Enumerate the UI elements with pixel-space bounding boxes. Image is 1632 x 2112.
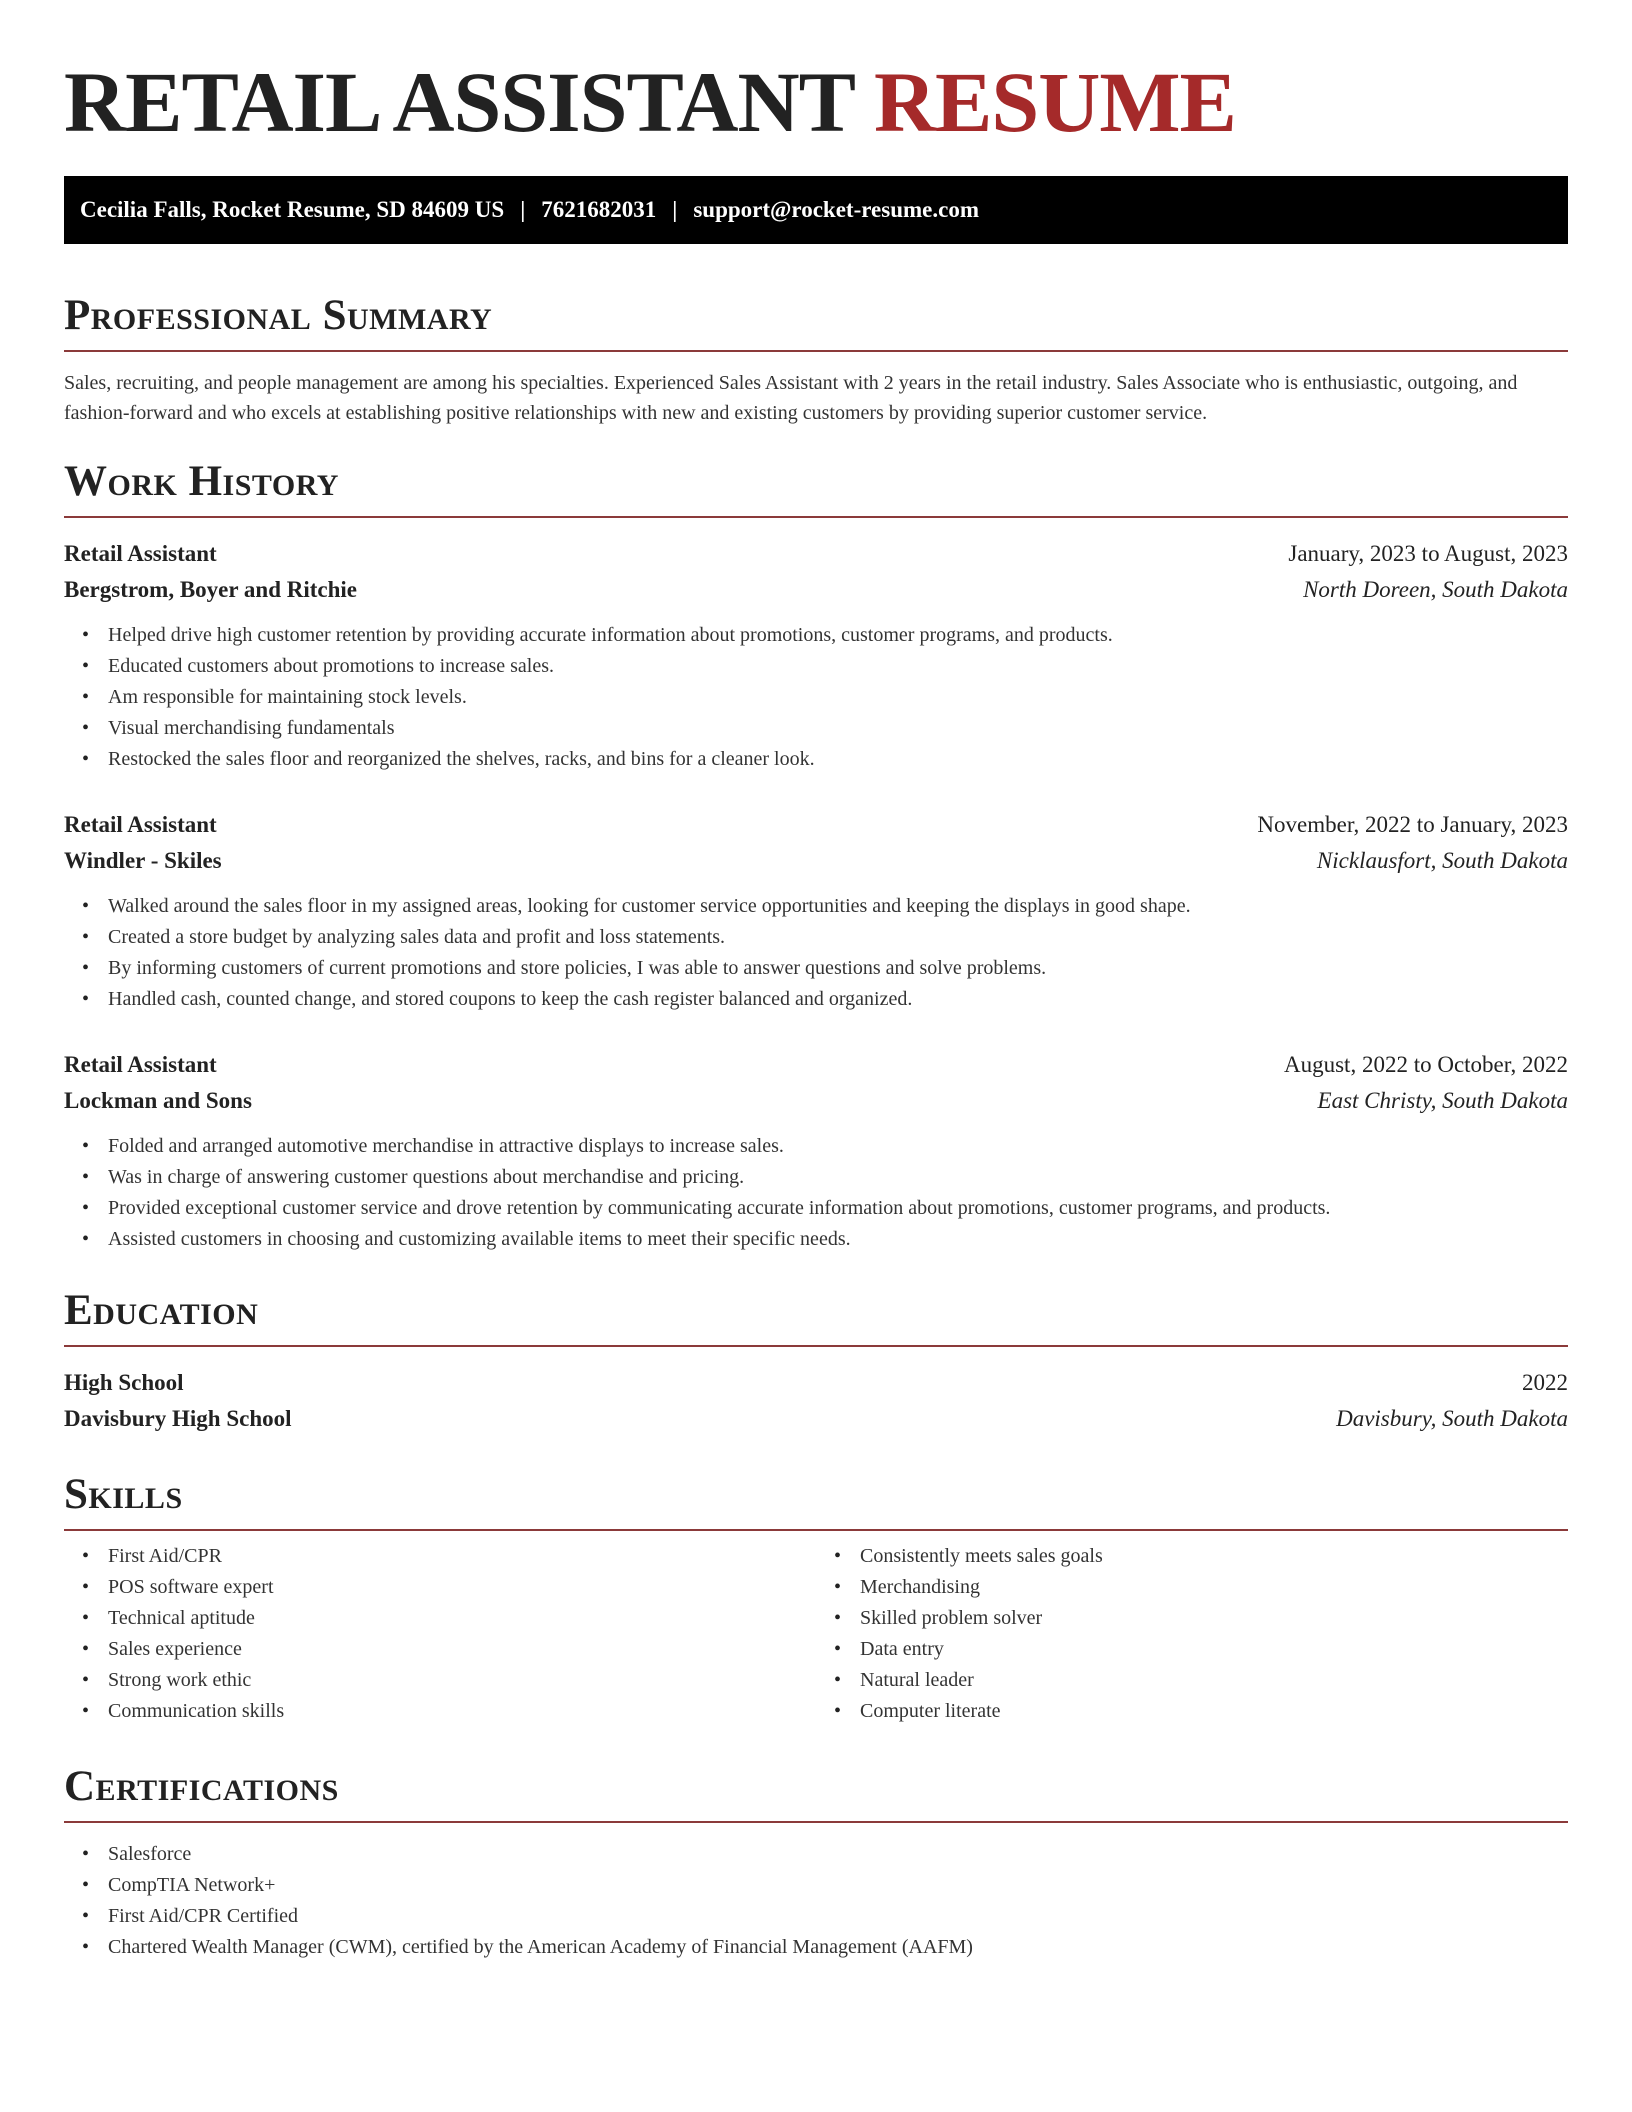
- list-item: • First Aid/CPR Certified: [108, 1901, 1568, 1932]
- list-item: • Provided exceptional customer service and drove retention by communicating accurate information about promotions, customer programs, and products.: [108, 1193, 1568, 1224]
- section-divider: [64, 516, 1568, 518]
- list-item: • First Aid/CPR: [108, 1541, 816, 1572]
- list-item: • By informing customers of current promotions and store policies, I was able to answer questions and solve problems.: [108, 953, 1568, 984]
- section-heading: Certifications: [64, 1763, 339, 1810]
- job-location: North Doreen, South Dakota: [1303, 577, 1568, 602]
- contact-address: Cecilia Falls, Rocket Resume, SD 84609 US: [80, 197, 505, 222]
- job-bullets: [64, 891, 1568, 1015]
- job-company: Bergstrom, Boyer and Ritchie: [64, 577, 358, 602]
- resume-title: [64, 52, 1568, 152]
- list-item: • Data entry: [860, 1634, 1568, 1665]
- list-item: • Natural leader: [860, 1665, 1568, 1696]
- certifications-list: [64, 1839, 1568, 1963]
- job-dates: November, 2022 to January, 2023: [1257, 812, 1568, 837]
- list-item: • Was in charge of answering customer questions about merchandise and pricing.: [108, 1162, 1568, 1193]
- certifications-section: [64, 1759, 1568, 1963]
- job-company: Windler - Skiles: [64, 848, 222, 873]
- summary-text: Sales, recruiting, and people management are among his specialties. Experienced Sales Assistant with 2 years in the retail industry. Sales Associate who is enthusiastic, outgoing, and fashion-forward and who excels at establishing positive relationships with new and existing customers by providing superior customer service.: [64, 372, 1518, 424]
- job-company: Lockman and Sons: [64, 1088, 252, 1113]
- job-entry: [64, 1047, 1568, 1255]
- contact-bar: [64, 176, 1568, 244]
- section-heading: Education: [64, 1287, 259, 1334]
- education-year: 2022: [1522, 1370, 1568, 1395]
- job-bullets: [64, 1131, 1568, 1255]
- list-item: • CompTIA Network+: [108, 1870, 1568, 1901]
- list-item: • Folded and arranged automotive merchandise in attractive displays to increase sales.: [108, 1131, 1568, 1162]
- section-divider: [64, 350, 1568, 352]
- list-item: • Strong work ethic: [108, 1665, 816, 1696]
- skills-section: [64, 1467, 1568, 1727]
- list-item: • Assisted customers in choosing and customizing available items to meet their specific needs.: [108, 1224, 1568, 1255]
- list-item: • Consistently meets sales goals: [860, 1541, 1568, 1572]
- section-heading: Skills: [64, 1471, 183, 1518]
- section-divider: [64, 1529, 1568, 1531]
- work-history-section: [64, 454, 1568, 1255]
- education-location: Davisbury, South Dakota: [1336, 1406, 1568, 1431]
- summary-section: [64, 288, 1568, 428]
- education-school: Davisbury High School: [64, 1406, 292, 1431]
- job-entry: [64, 807, 1568, 1015]
- list-item: • Skilled problem solver: [860, 1603, 1568, 1634]
- contact-phone: 7621682031: [541, 197, 657, 222]
- section-divider: [64, 1345, 1568, 1347]
- education-section: [64, 1283, 1568, 1437]
- contact-separator: |: [520, 197, 526, 222]
- title-main: RETAIL ASSISTANT: [64, 54, 854, 150]
- job-dates: August, 2022 to October, 2022: [1284, 1052, 1568, 1077]
- title-accent: RESUME: [873, 54, 1236, 150]
- job-entry: [64, 536, 1568, 775]
- skills-list-right: [816, 1541, 1568, 1727]
- list-item: • Salesforce: [108, 1839, 1568, 1870]
- contact-email[interactable]: support@rocket-resume.com: [693, 197, 979, 222]
- list-item: • Chartered Wealth Manager (CWM), certified by the American Academy of Financial Management (AAFM): [108, 1932, 1568, 1963]
- list-item: • Merchandising: [860, 1572, 1568, 1603]
- list-item: • Visual merchandising fundamentals: [108, 713, 1568, 744]
- list-item: • Helped drive high customer retention by providing accurate information about promotions, customer programs, and products.: [108, 620, 1568, 651]
- list-item: • POS software expert: [108, 1572, 816, 1603]
- job-location: Nicklausfort, South Dakota: [1316, 848, 1568, 873]
- list-item: • Walked around the sales floor in my assigned areas, looking for customer service opportunities and keeping the displays in good shape.: [108, 891, 1568, 922]
- job-title: Retail Assistant: [64, 541, 217, 566]
- education-degree: High School: [64, 1370, 184, 1395]
- list-item: • Technical aptitude: [108, 1603, 816, 1634]
- job-location: East Christy, South Dakota: [1317, 1088, 1568, 1113]
- list-item: • Handled cash, counted change, and stored coupons to keep the cash register balanced and organized.: [108, 984, 1568, 1015]
- list-item: • Educated customers about promotions to increase sales.: [108, 651, 1568, 682]
- section-heading: Work History: [64, 458, 339, 505]
- job-dates: January, 2023 to August, 2023: [1288, 541, 1568, 566]
- job-title: Retail Assistant: [64, 812, 217, 837]
- contact-separator: |: [672, 197, 678, 222]
- skills-grid: [64, 1541, 1568, 1727]
- section-divider: [64, 1821, 1568, 1823]
- list-item: • Restocked the sales floor and reorganized the shelves, racks, and bins for a cleaner look.: [108, 744, 1568, 775]
- job-title: Retail Assistant: [64, 1052, 217, 1077]
- list-item: • Sales experience: [108, 1634, 816, 1665]
- job-bullets: [64, 620, 1568, 775]
- list-item: • Am responsible for maintaining stock levels.: [108, 682, 1568, 713]
- skills-list-left: [64, 1541, 816, 1727]
- list-item: • Created a store budget by analyzing sales data and profit and loss statements.: [108, 922, 1568, 953]
- list-item: • Communication skills: [108, 1696, 816, 1727]
- section-heading: Professional Summary: [64, 292, 493, 339]
- list-item: • Computer literate: [860, 1696, 1568, 1727]
